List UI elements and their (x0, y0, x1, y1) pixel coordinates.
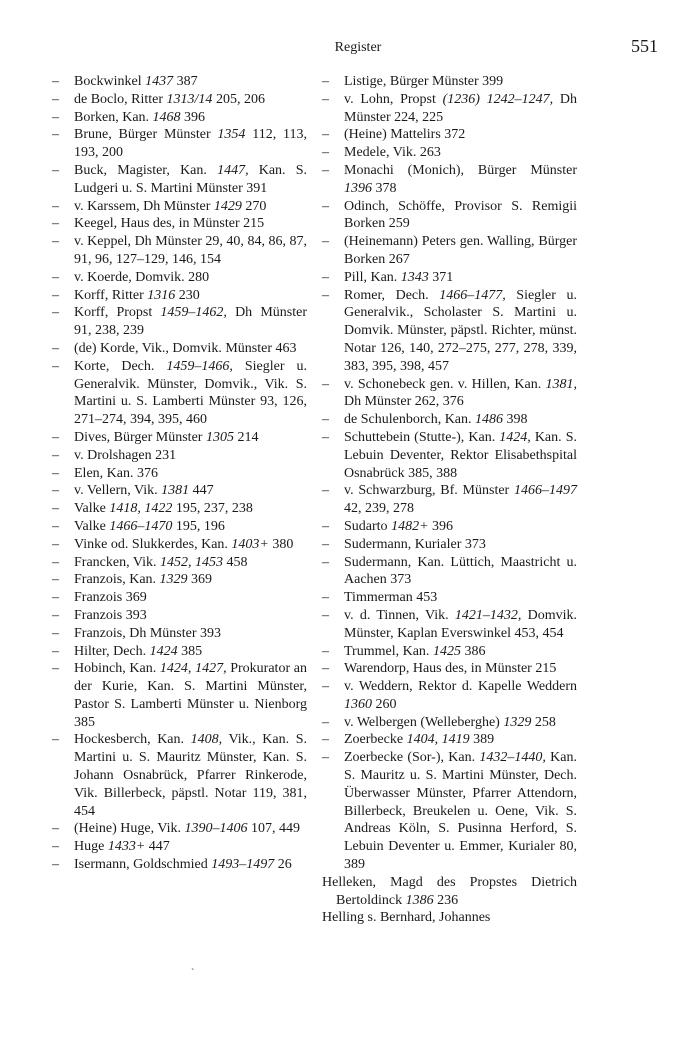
entry-text: Warendorp, Haus des, in Münster 215 (344, 661, 557, 677)
entry-text: Siegler u. Generalvik., Scholaster S. Martini u. Domvik. Münster, päpstl. Richter, münst. Notar 126, 140, 272–275, 277, 278, 339, 383, 395, 398, 457 (344, 287, 577, 374)
entry-dash: – (322, 643, 329, 659)
entry-date: 1418, 1422 (109, 501, 173, 517)
entry-text: (de) Korde, Vik., Domvik. Münster 463 (74, 340, 297, 356)
entry-dash: – (322, 162, 329, 178)
entry-text: Sudarto (344, 518, 392, 534)
index-entry (322, 678, 577, 714)
entry-text: (Heine) Mattelirs 372 (344, 127, 466, 143)
entry-date: 1316 (147, 287, 176, 303)
entry-dash: – (322, 127, 329, 143)
entry-dash: – (322, 198, 329, 214)
index-entry (52, 607, 307, 625)
index-entry (52, 358, 307, 429)
index-entry (52, 500, 307, 518)
entry-text: 369 (187, 572, 213, 588)
entry-dash: – (52, 109, 59, 125)
entry-date: 1381, (545, 376, 577, 392)
index-entry (322, 589, 577, 607)
entry-text: 398 (503, 412, 528, 428)
entry-dash: – (322, 145, 329, 161)
entry-text: Helling s. Bernhard, Johannes (322, 910, 491, 926)
entry-text: 387 (173, 74, 198, 89)
entry-text: Isermann, Goldschmied (74, 857, 212, 873)
entry-text: 258 (531, 714, 556, 730)
entry-text: 380 (268, 536, 294, 552)
index-entry (52, 643, 307, 661)
entry-text: Borken, Kan. (74, 109, 153, 125)
entry-text: 195, 196 (172, 518, 225, 534)
entry-dash: – (322, 607, 329, 623)
entry-dash: – (52, 269, 59, 285)
entry-text: Korff, Ritter (74, 287, 148, 303)
entry-text: 230 (175, 287, 200, 303)
entry-date: 1424, (499, 429, 531, 445)
entry-dash: – (322, 483, 329, 499)
entry-text: 205, 206 (212, 91, 265, 107)
entry-dash: – (52, 216, 59, 232)
entry-text: Trummel, Kan. (344, 643, 433, 659)
entry-date: 1424 (149, 643, 178, 659)
index-entry (322, 144, 577, 162)
entry-dash: – (52, 91, 59, 107)
entry-text: (Heine) Huge, Vik. (74, 821, 185, 837)
index-entry (322, 749, 577, 874)
entry-text: Valke (74, 518, 110, 534)
entry-dash: – (52, 590, 59, 606)
entry-text: Helleken, Magd des Propstes Dietrich Bertoldinck (322, 874, 577, 908)
entry-text: Dh Münster 262, 376 (344, 394, 464, 410)
index-entry (52, 198, 307, 216)
entry-date: 1468 (152, 109, 181, 125)
entry-text: Sudermann, Kurialer 373 (344, 536, 486, 552)
entry-text: Keegel, Haus des, in Münster 215 (74, 216, 265, 232)
entry-dash: – (322, 234, 329, 250)
index-entry (52, 571, 307, 589)
entry-dash: – (52, 518, 59, 534)
entry-text: Kan. S. Mauritz u. S. Martini Münster, Dech. Überwasser Münster, Pfarrer Attendorn, Billerbeck, Breukelen u. Oene, Vik. S. Andreas Köln, S. Pusinna Herford, S. Lebuin Deventer u. Emmer, Kurialer 80, 389 (344, 750, 577, 873)
entry-text: Listige, Bürger Münster 399 (344, 74, 504, 89)
entry-text: Bockwinkel (74, 74, 146, 89)
entry-date: 1459–1466, (166, 358, 233, 374)
entry-text: Zoerbecke (Sor-), Kan. (344, 750, 480, 766)
entry-date: 1432–1440, (479, 750, 546, 766)
entry-text: Franzois 369 (74, 590, 147, 606)
entry-text: v. Schwarzburg, Bf. Münster (344, 483, 514, 499)
entry-date: 1329 (159, 572, 188, 588)
entry-text: Dh Münster 224, 225 (344, 91, 577, 125)
index-entry (52, 856, 307, 874)
entry-dash: – (322, 750, 329, 766)
entry-dash: – (52, 358, 59, 374)
stray-mark: ` (191, 968, 195, 979)
entry-text: v. Keppel, Dh Münster 29, 40, 84, 86, 87, 91, 96, 127–129, 146, 154 (74, 234, 307, 267)
entry-text: Korte, Dech. (74, 358, 167, 374)
entry-dash: – (52, 536, 59, 552)
entry-date: 1466–1470 (109, 518, 173, 534)
entry-dash: – (322, 732, 329, 748)
index-entry (322, 73, 577, 91)
entry-dash: – (52, 839, 59, 855)
index-entry (322, 269, 577, 287)
entry-text: Hockesberch, Kan. (74, 732, 191, 748)
index-entry (322, 376, 577, 412)
entry-dash: – (52, 643, 59, 659)
entry-text: Romer, Dech. (344, 287, 440, 303)
entry-text: 107, 449 (247, 821, 300, 837)
entry-dash: – (322, 74, 329, 89)
entry-date: 1354 (217, 127, 246, 143)
index-entry (322, 536, 577, 554)
entry-dash: – (52, 607, 59, 623)
entry-text: 236 (433, 892, 459, 908)
entry-date: 1329 (503, 714, 532, 730)
entry-date: 1343 (400, 269, 429, 285)
index-entry (52, 126, 307, 162)
entry-dash: – (52, 340, 59, 356)
index-entry (322, 411, 577, 429)
index-entry (52, 269, 307, 287)
index-entry (52, 536, 307, 554)
index-entry (322, 429, 577, 482)
entry-dash: – (52, 483, 59, 499)
entry-date: 1493–1497 (211, 857, 275, 873)
index-entry (322, 874, 577, 910)
index-entry (52, 233, 307, 269)
index-entry (322, 287, 577, 376)
entry-dash: – (52, 429, 59, 445)
entry-dash: – (322, 287, 329, 303)
entry-text: Franzois, Dh Münster 393 (74, 625, 221, 641)
entry-dash: – (322, 376, 329, 392)
entry-date: 1386 (405, 892, 434, 908)
entry-dash: – (52, 305, 59, 321)
index-entry (322, 198, 577, 234)
index-entry (52, 589, 307, 607)
index-entry (52, 838, 307, 856)
entry-text: 260 (372, 696, 397, 712)
index-entry (52, 465, 307, 483)
entry-text: v. Lohn, Propst (344, 91, 443, 107)
entry-dash: – (322, 590, 329, 606)
index-entry (52, 820, 307, 838)
entry-text: 447 (189, 483, 214, 499)
index-entry (322, 909, 577, 927)
entry-dash: – (52, 572, 59, 588)
index-column-left (52, 73, 307, 874)
entry-text: Franzois, Kan. (74, 572, 160, 588)
entry-date: (1236) 1242–1247, (442, 91, 554, 107)
entry-date: 1305 (205, 429, 234, 445)
entry-text: Schuttebein (Stutte-), Kan. (344, 429, 500, 445)
index-entry (322, 643, 577, 661)
entry-text: Zoerbecke (344, 732, 407, 748)
index-entry (322, 233, 577, 269)
entry-text: 371 (428, 269, 454, 285)
entry-text: Kan. S. Ludgeri u. S. Martini Münster 391 (74, 162, 307, 196)
page-number: 551 (631, 36, 658, 56)
entry-dash: – (322, 269, 329, 285)
entry-dash: – (322, 554, 329, 570)
index-entry (52, 73, 307, 91)
entry-text: v. Welbergen (Welleberghe) (344, 714, 504, 730)
entry-dash: – (52, 287, 59, 303)
index-entry (322, 482, 577, 518)
entry-text: 112, 113, 193, 200 (74, 127, 307, 161)
index-entry (52, 429, 307, 447)
entry-date: 1447, (217, 162, 249, 178)
entry-text: Odinch, Schöffe, Provisor S. Remigii Borken 259 (344, 198, 577, 232)
entry-text: Prokurator an der Kurie, Kan. S. Martini Münster, Pastor S. Lamberti Münster u. Nienborg 385 (74, 661, 307, 730)
entry-text: 389 (469, 732, 495, 748)
entry-text: 396 (180, 109, 206, 125)
entry-text: Hilter, Dech. (74, 643, 150, 659)
entry-text: 378 (372, 180, 397, 196)
entry-date: 1381 (161, 483, 190, 499)
entry-date: 1360 (344, 696, 372, 712)
entry-date: 1459–1462, (160, 305, 227, 321)
entry-dash: – (52, 501, 59, 517)
entry-dash: – (52, 857, 59, 873)
entry-text: Francken, Vik. (74, 554, 160, 570)
entry-text: Timmerman 453 (344, 590, 438, 606)
entry-dash: – (322, 518, 329, 534)
index-entry (52, 109, 307, 127)
index-entry (52, 91, 307, 109)
entry-text: Valke (74, 501, 110, 517)
index-entry (322, 660, 577, 678)
index-entry (52, 447, 307, 465)
entry-text: 42, 239, 278 (344, 501, 414, 517)
entry-text: 385 (177, 643, 203, 659)
entry-text: 447 (145, 839, 170, 855)
entry-text: Siegler u. Generalvik. Münster, Domvik., Vik. S. Martini u. S. Lamberti Münster 93, 126, 271–274, 394, 395, 460 (74, 358, 307, 428)
entry-date: 1390–1406 (184, 821, 248, 837)
entry-dash: – (52, 198, 59, 214)
entry-text: 26 (274, 857, 292, 873)
entry-text: Medele, Vik. 263 (344, 145, 441, 161)
entry-text: Huge (74, 839, 108, 855)
entry-text: 396 (428, 518, 454, 534)
entry-text: (Heinemann) Peters gen. Walling, Bürger Borken 267 (344, 234, 577, 267)
entry-text: Pill, Kan. (344, 269, 401, 285)
entry-text: Korff, Propst (74, 305, 161, 321)
index-entry (52, 340, 307, 358)
entry-date: 1466–1497 (514, 483, 577, 499)
entry-date: 1466–1477, (439, 287, 506, 303)
index-entry (52, 625, 307, 643)
index-entry (52, 518, 307, 536)
index-entry (322, 714, 577, 732)
index-entry (322, 554, 577, 590)
entry-dash: – (52, 661, 59, 677)
entry-dash: – (322, 412, 329, 428)
entry-dash: – (52, 447, 59, 463)
entry-dash: – (322, 91, 329, 107)
entry-text: v. d. Tinnen, Vik. (344, 607, 455, 623)
entry-date: 1437 (145, 74, 174, 89)
entry-text: Franzois 393 (74, 607, 147, 623)
entry-text: 214 (233, 429, 259, 445)
entry-date: 1486 (475, 412, 504, 428)
entry-text: Hobinch, Kan. (74, 661, 160, 677)
entry-text: 270 (241, 198, 267, 214)
entry-dash: – (322, 536, 329, 552)
index-column-right (322, 73, 577, 927)
entry-dash: – (52, 625, 59, 641)
entry-text: Kan. S. Lebuin Deventer, Rektor Elisabethspital Osnabrück 385, 388 (344, 429, 577, 481)
entry-date: 1452, 1453 (160, 554, 223, 570)
entry-text: v. Schonebeck gen. v. Hillen, Kan. (344, 376, 546, 392)
entry-text: 195, 237, 238 (172, 501, 253, 517)
entry-dash: – (52, 234, 59, 250)
page-header (58, 36, 658, 60)
index-entry (52, 304, 307, 340)
entry-dash: – (52, 732, 59, 748)
entry-date: 1433+ (107, 839, 146, 855)
entry-date: 1482+ (391, 518, 429, 534)
entry-text: Sudermann, Kan. Lüttich, Maastricht u. Aachen 373 (344, 554, 577, 588)
entry-text: de Schulenborch, Kan. (344, 412, 476, 428)
index-entry (322, 91, 577, 127)
entry-date: 1429 (213, 198, 242, 214)
index-entry (52, 731, 307, 820)
entry-date: 1425 (432, 643, 461, 659)
entry-dash: – (322, 661, 329, 677)
entry-text: Domvik. Münster, Kaplan Everswinkel 453, 454 (344, 607, 577, 641)
entry-text: Buck, Magister, Kan. (74, 162, 218, 178)
entry-dash: – (52, 127, 59, 143)
entry-text: Dh Münster 91, 238, 239 (74, 305, 307, 339)
index-entry (52, 287, 307, 305)
entry-date: 1403+ (231, 536, 269, 552)
entry-text: Brune, Bürger Münster (74, 127, 218, 143)
index-entry (52, 162, 307, 198)
index-entry (322, 731, 577, 749)
entry-date: 1408, (190, 732, 223, 748)
entry-date: 1421–1432, (454, 607, 522, 623)
entry-text: Vinke od. Slukkerdes, Kan. (74, 536, 232, 552)
entry-text: v. Weddern, Rektor d. Kapelle Weddern (344, 679, 577, 695)
entry-date: 1396 (344, 180, 372, 196)
entry-dash: – (52, 821, 59, 837)
entry-text: v. Koerde, Domvik. 280 (74, 269, 210, 285)
running-title: Register (334, 40, 382, 55)
entry-text: Monachi (Monich), Bürger Münster (344, 162, 577, 178)
entry-text: v. Drolshagen 231 (74, 447, 177, 463)
index-entry (52, 660, 307, 731)
entry-date: 1313/14 (166, 91, 213, 107)
entry-text: 386 (460, 643, 486, 659)
entry-dash: – (52, 74, 59, 89)
entry-dash: – (52, 162, 59, 178)
entry-dash: – (322, 429, 329, 445)
entry-text: Elen, Kan. 376 (74, 465, 158, 481)
entry-text: v. Vellern, Vik. (74, 483, 162, 499)
index-entry (52, 554, 307, 572)
entry-date: 1424, 1427, (159, 661, 227, 677)
index-entry (322, 607, 577, 643)
index-entry (52, 215, 307, 233)
entry-text: Vik., Kan. S. Martini u. S. Mauritz Münster, Kan. S. Johann Osnabrück, Pfarrer Rinkerode, Vik. Billerbeck, päpstl. Notar 119, 381, 454 (74, 732, 307, 819)
entry-dash: – (322, 714, 329, 730)
index-entry (322, 518, 577, 536)
entry-dash: – (52, 554, 59, 570)
entry-text: v. Karssem, Dh Münster (74, 198, 214, 214)
index-entry (322, 126, 577, 144)
index-entry (322, 162, 577, 198)
entry-dash: – (52, 465, 59, 481)
entry-text: 458 (223, 554, 248, 570)
entry-text: Dives, Bürger Münster (74, 429, 206, 445)
entry-text: de Boclo, Ritter (74, 91, 167, 107)
entry-dash: – (322, 679, 329, 695)
index-entry (52, 482, 307, 500)
entry-date: 1404, 1419 (406, 732, 470, 748)
